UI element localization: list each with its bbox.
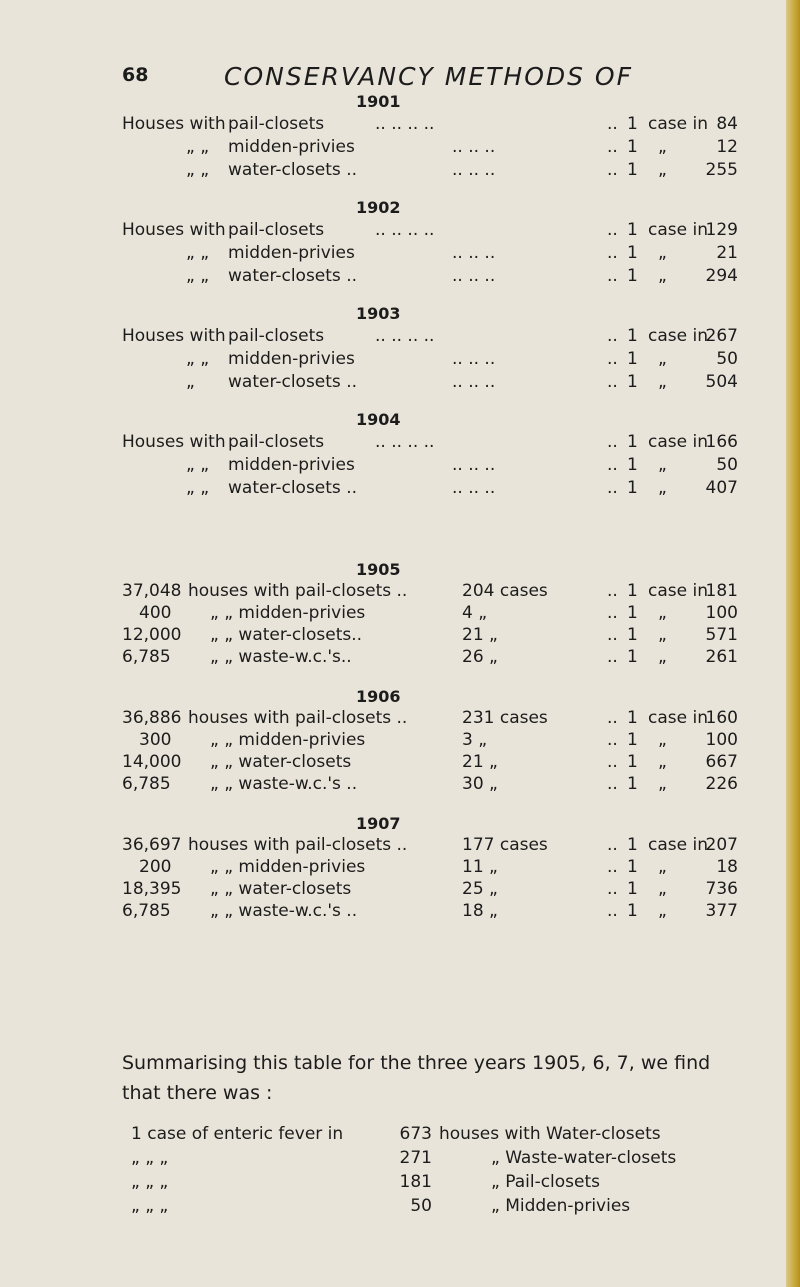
row-one: 1 (627, 220, 638, 240)
row-case-text: „ (658, 372, 667, 392)
table-row (0, 243, 800, 265)
row-separator: .. (607, 220, 618, 240)
row-one: 1 (627, 137, 638, 157)
row-one: 1 (627, 730, 638, 750)
table-row (0, 708, 800, 730)
row-one: 1 (627, 901, 638, 921)
row-case-text: case in (648, 326, 708, 346)
row-cases: 177 cases (462, 835, 548, 855)
summary-row (0, 1124, 800, 1146)
row-case-text: „ (658, 478, 667, 498)
row-item: water-closets .. (228, 478, 358, 498)
row-cases: 21 „ (462, 625, 498, 645)
row-prefix: „ „ (186, 455, 210, 475)
row-label: „ „ water-closets (210, 879, 352, 899)
table-row (0, 879, 800, 901)
row-one: 1 (627, 857, 638, 877)
row-value: 377 (705, 901, 738, 921)
row-separator: .. (607, 160, 618, 180)
row-count: 6,785 (122, 901, 171, 921)
row-label: „ „ waste-w.c.'s .. (210, 901, 358, 921)
row-separator: .. (607, 455, 618, 475)
row-one: 1 (627, 625, 638, 645)
row-separator: .. (607, 835, 618, 855)
row-count: 12,000 (122, 625, 182, 645)
table-row (0, 625, 800, 647)
row-value: 504 (705, 372, 738, 392)
row-one: 1 (627, 835, 638, 855)
table-row (0, 432, 800, 454)
row-value: 21 (716, 243, 738, 263)
row-separator: .. (607, 326, 618, 346)
row-dots: .. .. .. .. (375, 114, 435, 134)
row-cases: 3 „ (462, 730, 488, 750)
row-dots: .. .. .. (452, 243, 496, 263)
summary-prefix: „ „ „ (131, 1172, 169, 1192)
row-prefix: Houses with (122, 432, 226, 452)
row-case-text: case in (648, 708, 708, 728)
table-row (0, 455, 800, 477)
table-row (0, 752, 800, 774)
row-count: 37,048 (122, 581, 182, 601)
row-prefix: „ „ (186, 266, 210, 286)
table-row (0, 603, 800, 625)
year-heading: 1903 (356, 304, 401, 323)
table-row (0, 372, 800, 394)
table-row (0, 730, 800, 752)
row-value: 255 (705, 160, 738, 180)
table-row (0, 835, 800, 857)
row-case-text: case in (648, 835, 708, 855)
summary-number: 673 (399, 1124, 432, 1144)
row-case-text: case in (648, 581, 708, 601)
row-one: 1 (627, 603, 638, 623)
row-dots: .. .. .. (452, 266, 496, 286)
row-value: 267 (705, 326, 738, 346)
row-separator: .. (607, 243, 618, 263)
row-separator: .. (607, 114, 618, 134)
row-value: 100 (705, 730, 738, 750)
row-separator: .. (607, 372, 618, 392)
row-label: „ „ waste-w.c.'s.. (210, 647, 352, 667)
year-heading: 1904 (356, 410, 401, 429)
row-value: 50 (716, 455, 738, 475)
year-heading: 1901 (356, 92, 401, 111)
row-value: 160 (705, 708, 738, 728)
row-one: 1 (627, 114, 638, 134)
row-one: 1 (627, 372, 638, 392)
row-separator: .. (607, 708, 618, 728)
row-case-text: „ (658, 625, 667, 645)
summary-suffix: „ Pail-closets (491, 1172, 601, 1192)
row-value: 667 (705, 752, 738, 772)
row-value: 207 (705, 835, 738, 855)
summary-number: 50 (410, 1196, 432, 1216)
row-item: water-closets .. (228, 160, 358, 180)
row-value: 18 (716, 857, 738, 877)
row-count: 14,000 (122, 752, 182, 772)
row-label: „ „ midden-privies (210, 603, 366, 623)
row-item: water-closets .. (228, 372, 358, 392)
row-count: 6,785 (122, 774, 171, 794)
row-case-text: „ (658, 349, 667, 369)
table-row (0, 349, 800, 371)
summary-row (0, 1148, 800, 1170)
row-separator: .. (607, 901, 618, 921)
summary-prefix: „ „ „ (131, 1148, 169, 1168)
row-dots: .. .. .. .. (375, 220, 435, 240)
row-separator: .. (607, 647, 618, 667)
row-cases: 26 „ (462, 647, 498, 667)
row-one: 1 (627, 266, 638, 286)
row-prefix: „ (186, 372, 195, 392)
row-case-text: „ (658, 137, 667, 157)
row-separator: .. (607, 137, 618, 157)
row-count: 18,395 (122, 879, 182, 899)
row-case-text: „ (658, 752, 667, 772)
row-item: midden-privies (228, 243, 355, 263)
summary-paragraph: Summarising this table for the three years 1905, 6, 7, we find that there was : (122, 1052, 711, 1104)
table-row (0, 160, 800, 182)
row-case-text: „ (658, 455, 667, 475)
row-dots: .. .. .. (452, 478, 496, 498)
table-row (0, 137, 800, 159)
row-one: 1 (627, 432, 638, 452)
row-value: 261 (705, 647, 738, 667)
year-heading: 1905 (356, 560, 401, 579)
year-heading: 1906 (356, 687, 401, 706)
row-case-text: „ (658, 647, 667, 667)
row-one: 1 (627, 243, 638, 263)
row-item: pail-closets (228, 326, 325, 346)
summary-row (0, 1172, 800, 1194)
row-prefix: „ „ (186, 160, 210, 180)
row-value: 100 (705, 603, 738, 623)
row-one: 1 (627, 160, 638, 180)
table-row (0, 220, 800, 242)
row-case-text: „ (658, 603, 667, 623)
table-row (0, 581, 800, 603)
row-separator: .. (607, 752, 618, 772)
row-separator: .. (607, 879, 618, 899)
row-dots: .. .. .. .. (375, 326, 435, 346)
row-separator: .. (607, 266, 618, 286)
row-label: „ „ waste-w.c.'s .. (210, 774, 358, 794)
row-count: 300 (139, 730, 172, 750)
table-row (0, 266, 800, 288)
row-separator: .. (607, 774, 618, 794)
row-cases: 204 cases (462, 581, 548, 601)
row-item: midden-privies (228, 455, 355, 475)
row-separator: .. (607, 349, 618, 369)
row-value: 226 (705, 774, 738, 794)
summary-prefix: „ „ „ (131, 1196, 169, 1216)
row-count: 6,785 (122, 647, 171, 667)
summary-suffix: „ Midden-privies (491, 1196, 631, 1216)
summary-prefix: 1 case of enteric fever in (131, 1124, 344, 1144)
table-row (0, 647, 800, 669)
row-one: 1 (627, 326, 638, 346)
table-row (0, 901, 800, 923)
year-heading: 1907 (356, 814, 401, 833)
row-one: 1 (627, 581, 638, 601)
row-prefix: „ „ (186, 478, 210, 498)
running-head: CONSERVANCY METHODS OF (224, 62, 633, 91)
row-case-text: „ (658, 243, 667, 263)
row-label: houses with pail-closets .. (188, 835, 408, 855)
row-prefix: Houses with (122, 220, 226, 240)
row-label: „ „ midden-privies (210, 857, 366, 877)
row-dots: .. .. .. (452, 137, 496, 157)
row-item: water-closets .. (228, 266, 358, 286)
row-one: 1 (627, 349, 638, 369)
row-one: 1 (627, 879, 638, 899)
row-cases: 30 „ (462, 774, 498, 794)
table-row (0, 478, 800, 500)
row-value: 294 (705, 266, 738, 286)
table-row (0, 326, 800, 348)
row-label: houses with pail-closets .. (188, 708, 408, 728)
row-cases: 25 „ (462, 879, 498, 899)
row-prefix: Houses with (122, 114, 226, 134)
row-one: 1 (627, 647, 638, 667)
row-value: 736 (705, 879, 738, 899)
row-case-text: „ (658, 730, 667, 750)
row-label: „ „ water-closets (210, 752, 352, 772)
row-separator: .. (607, 625, 618, 645)
row-case-text: „ (658, 160, 667, 180)
row-case-text: „ (658, 879, 667, 899)
table-row (0, 114, 800, 136)
row-dots: .. .. .. (452, 349, 496, 369)
year-heading: 1902 (356, 198, 401, 217)
row-one: 1 (627, 752, 638, 772)
row-label: houses with pail-closets .. (188, 581, 408, 601)
summary-suffix: houses with Water-closets (439, 1124, 661, 1144)
summary-number: 271 (399, 1148, 432, 1168)
table-row (0, 774, 800, 796)
row-value: 181 (705, 581, 738, 601)
row-case-text: case in (648, 220, 708, 240)
row-cases: 21 „ (462, 752, 498, 772)
row-dots: .. .. .. (452, 160, 496, 180)
row-value: 166 (705, 432, 738, 452)
row-item: pail-closets (228, 114, 325, 134)
summary-number: 181 (399, 1172, 432, 1192)
row-one: 1 (627, 774, 638, 794)
row-prefix: „ „ (186, 349, 210, 369)
page-number: 68 (122, 64, 149, 86)
row-case-text: „ (658, 774, 667, 794)
row-case-text: „ (658, 266, 667, 286)
summary-suffix: „ Waste-water-closets (491, 1148, 677, 1168)
summary-row (0, 1196, 800, 1218)
row-count: 36,697 (122, 835, 182, 855)
row-separator: .. (607, 581, 618, 601)
row-item: pail-closets (228, 432, 325, 452)
table-row (0, 857, 800, 879)
row-value: 84 (716, 114, 738, 134)
row-separator: .. (607, 603, 618, 623)
row-case-text: case in (648, 114, 708, 134)
row-label: „ „ water-closets.. (210, 625, 363, 645)
row-one: 1 (627, 478, 638, 498)
row-value: 129 (705, 220, 738, 240)
row-value: 407 (705, 478, 738, 498)
row-separator: .. (607, 730, 618, 750)
row-count: 36,886 (122, 708, 182, 728)
row-one: 1 (627, 708, 638, 728)
row-dots: .. .. .. (452, 455, 496, 475)
row-prefix: „ „ (186, 243, 210, 263)
row-item: midden-privies (228, 137, 355, 157)
row-item: pail-closets (228, 220, 325, 240)
row-prefix: „ „ (186, 137, 210, 157)
row-cases: 4 „ (462, 603, 488, 623)
row-one: 1 (627, 455, 638, 475)
row-dots: .. .. .. (452, 372, 496, 392)
row-case-text: case in (648, 432, 708, 452)
row-count: 400 (139, 603, 172, 623)
row-separator: .. (607, 432, 618, 452)
row-separator: .. (607, 857, 618, 877)
row-label: „ „ midden-privies (210, 730, 366, 750)
row-case-text: „ (658, 857, 667, 877)
row-value: 50 (716, 349, 738, 369)
row-separator: .. (607, 478, 618, 498)
row-cases: 18 „ (462, 901, 498, 921)
row-count: 200 (139, 857, 172, 877)
row-dots: .. .. .. .. (375, 432, 435, 452)
row-case-text: „ (658, 901, 667, 921)
row-prefix: Houses with (122, 326, 226, 346)
row-item: midden-privies (228, 349, 355, 369)
row-cases: 231 cases (462, 708, 548, 728)
row-value: 12 (716, 137, 738, 157)
row-cases: 11 „ (462, 857, 498, 877)
row-value: 571 (705, 625, 738, 645)
